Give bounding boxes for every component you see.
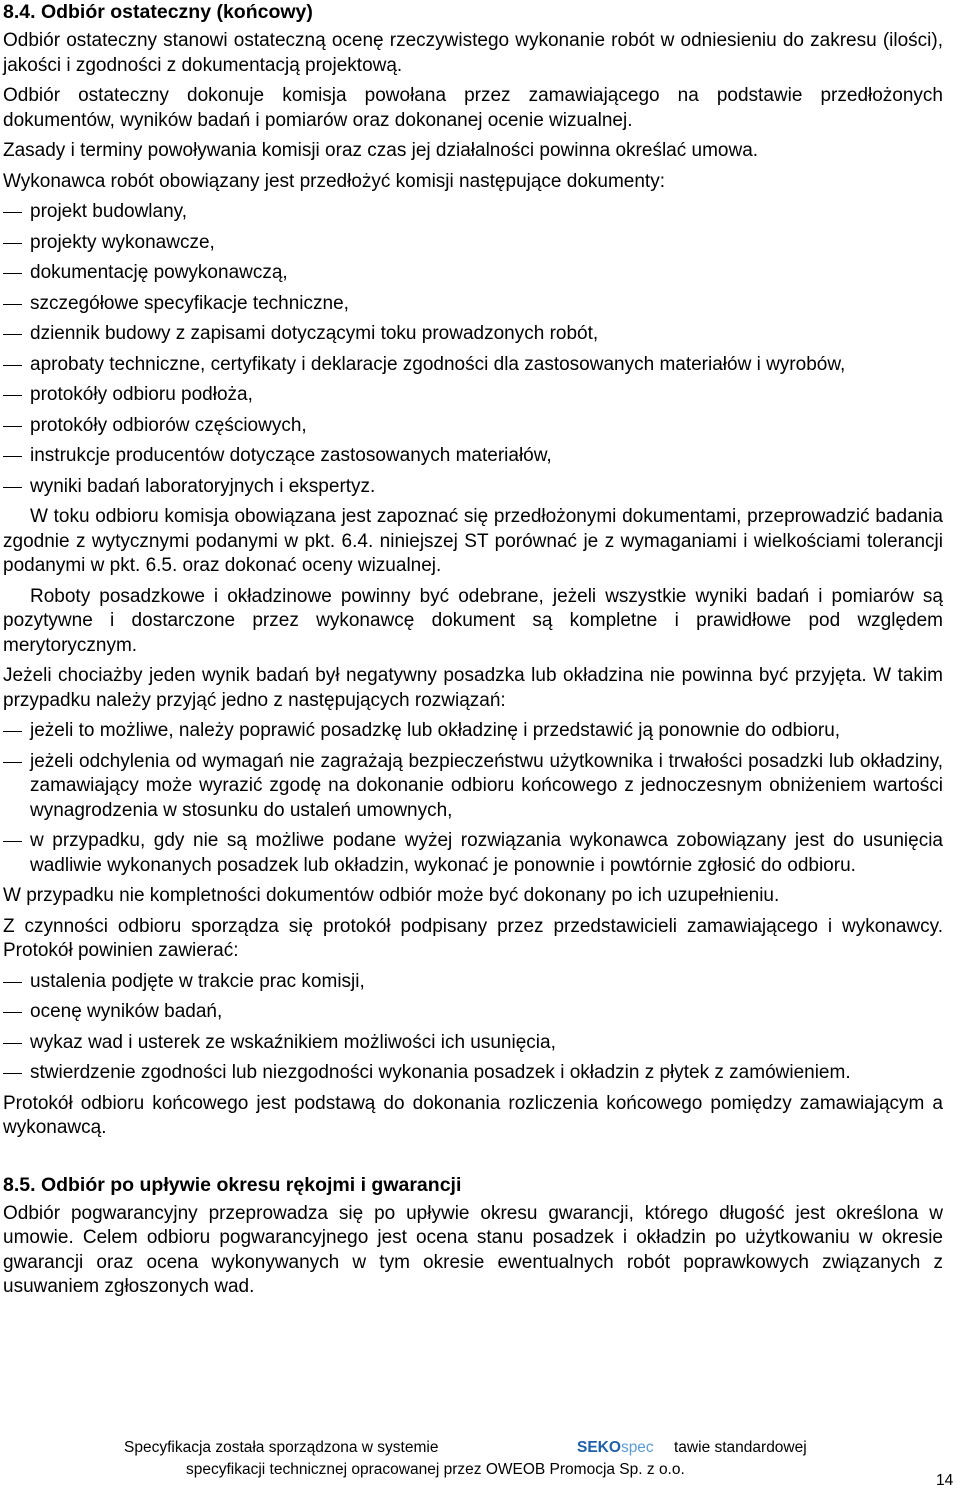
paragraph: Wykonawca robót obowiązany jest przedłożyć komisji następujące dokumenty: bbox=[3, 170, 665, 192]
list-item: protokóły odbioru podłoża, bbox=[30, 384, 253, 405]
list-item: instrukcje producentów dotyczące zastosowanych materiałów, bbox=[30, 445, 552, 466]
footer-line-2: specyfikacji technicznej opracowanej przez OWEOB Promocja Sp. z o.o. bbox=[186, 1461, 685, 1478]
documents-list bbox=[3, 200, 943, 499]
paragraph: Jeżeli chociażby jeden wynik badań był negatywny posadzka lub okładzina nie powinna być przyjęta. W takim przypadku należy przyjąć jedno z następujących rozwiązań: bbox=[3, 665, 943, 711]
list-item: dziennik budowy z zapisami dotyczącymi toku prowadzonych robót, bbox=[30, 323, 599, 344]
list-item: projekt budowlany, bbox=[30, 201, 188, 222]
list-item: ocenę wyników badań, bbox=[30, 1001, 223, 1022]
list-item: jeżeli odchylenia od wymagań nie zagrażają bezpieczeństwu użytkownika i trwałości posadzki lub okładziny, zamawiający może wyrazić zgodę na dokonanie odbioru końcowego z jednoczesnym obniżeniem wartości wynagrodzenia w stosunku do ustaleń umownych, bbox=[30, 750, 943, 821]
paragraph: W przypadku nie kompletności dokumentów odbiór może być dokonany po ich uzupełnieniu. bbox=[3, 885, 780, 906]
section-heading-8-4: 8.4. Odbiór ostateczny (końcowy) bbox=[3, 1, 313, 23]
list-item: ustalenia podjęte w trakcie prac komisji, bbox=[30, 970, 365, 992]
list-item: projekty wykonawcze, bbox=[30, 231, 215, 253]
paragraph: Roboty posadzkowe i okładzinowe powinny być odebrane, jeżeli wszystkie wyniki badań i pomiarów są pozytywne i dostarczone przez wykonawcę dokument są kompletne i prawidłowe pod względem merytorycznym. bbox=[3, 585, 943, 656]
page-footer bbox=[0, 1437, 960, 1478]
list-item: wyniki badań laboratoryjnych i ekspertyz. bbox=[30, 475, 376, 497]
footer-text-left: Specyfikacja została sporządzona w systemie bbox=[124, 1439, 439, 1456]
page-number: 14 bbox=[936, 1472, 954, 1489]
footer-text-right: tawie standardowej bbox=[674, 1439, 807, 1456]
paragraph: Protokół odbioru końcowego jest podstawą do dokonania rozliczenia końcowego pomiędzy zamawiającym a wykonawcą. bbox=[3, 1092, 943, 1138]
list-item: aprobaty techniczne, certyfikaty i deklaracje zgodności dla zastosowanych materiałów i wyrobów, bbox=[30, 353, 846, 375]
paragraph: Odbiór ostateczny dokonuje komisja powołana przez zamawiającego na podstawie przedłożonych dokumentów, wyników badań i pomiarów oraz dokonanej ocenie wizualnej. bbox=[3, 85, 943, 131]
sekospec-logo: SEKOspec bbox=[577, 1439, 654, 1456]
paragraph: Odbiór ostateczny stanowi ostateczną ocenę rzeczywistego wykonanie robót w odniesieniu do zakresu (ilości), jakości i zgodności z dokumentacją projektową. bbox=[3, 30, 943, 76]
document-page bbox=[3, 0, 943, 1306]
paragraph: Z czynności odbioru sporządza się protokół podpisany przez przedstawicieli zamawiającego i wykonawcy. Protokół powinien zawierać: bbox=[3, 915, 943, 961]
paragraph: Zasady i terminy powoływania komisji oraz czas jej działalności powinna określać umowa. bbox=[3, 140, 759, 161]
list-item: szczegółowe specyfikacje techniczne, bbox=[30, 292, 349, 314]
paragraph: Odbiór pogwarancyjny przeprowadza się po upływie okresu gwarancji, którego długość jest określona w umowie. Celem odbioru pogwarancyjnego jest ocena stanu posadzek i okładzin po użytkowaniu w okresie gwarancji oraz ocena wykonywanych w tym okresie ewentualnych robót poprawkowych związanych z usuwaniem zgłoszonych wad. bbox=[3, 1202, 943, 1297]
section-heading-8-5: 8.5. Odbiór po upływie okresu rękojmi i gwarancji bbox=[3, 1173, 462, 1196]
list-item: jeżeli to możliwe, należy poprawić posadzkę lub okładzinę i przedstawić ją ponownie do odbioru, bbox=[30, 720, 841, 741]
list-item: stwierdzenie zgodności lub niezgodności wykonania posadzek i okładzin z płytek z zamówieniem. bbox=[30, 1062, 851, 1083]
footer-line-1 bbox=[0, 1437, 960, 1459]
paragraph: W toku odbioru komisja obowiązana jest zapoznać się przedłożonymi dokumentami, przeprowadzić badania zgodnie z wytycznymi podanymi w pkt. 6.4. niniejszej ST porównać je z wymaganiami i wielkościami tolerancji podanymi w pkt. 6.5. oraz dokonać oceny wizualnej. bbox=[3, 506, 943, 576]
section-spacer bbox=[3, 1147, 943, 1173]
list-item: protokóły odbiorów częściowych, bbox=[30, 414, 307, 436]
list-item: w przypadku, gdy nie są możliwe podane wyżej rozwiązania wykonawca zobowiązany jest do usunięcia wadliwie wykonanych posadzek lub okładzin, wykonać je ponownie i powtórnie zgłosić do odbioru. bbox=[30, 830, 943, 876]
list-item: dokumentację powykonawczą, bbox=[30, 262, 288, 283]
protocol-items-list bbox=[3, 970, 943, 1086]
solutions-list bbox=[3, 719, 943, 878]
list-item: wykaz wad i usterek ze wskaźnikiem możliwości ich usunięcia, bbox=[30, 1031, 556, 1053]
